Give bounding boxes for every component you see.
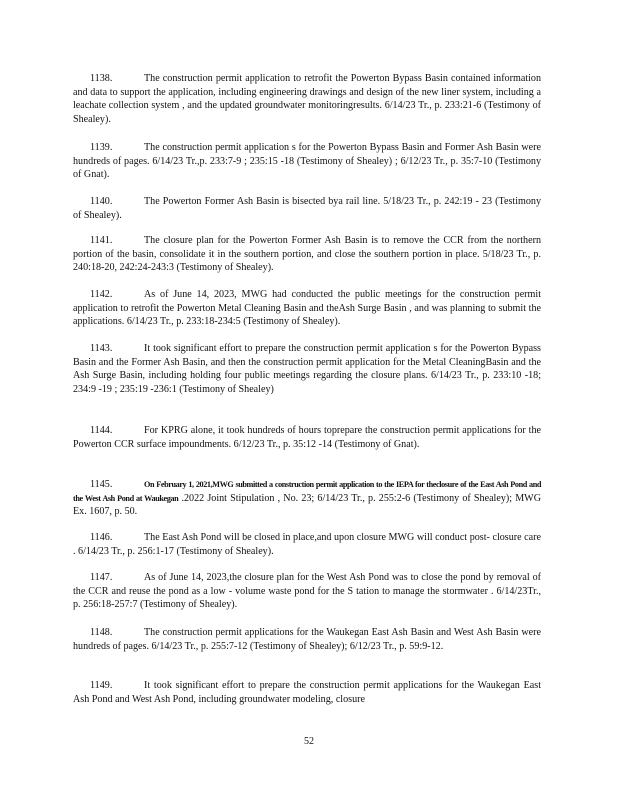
paragraph-text: It took significant effort to prepare the construction permit application s for the Powerton Bypass Basin and the Former Ash Basin, and then the construction permit application for the Metal CleaningBasin and the Ash Surge Basin, including holding four public meetings regarding the closure plans. 6/14/23 Tr., p. 233:10 -18; 234:9 -19 ; 235:19 -236:1 (Testimony of Shealey) <box>73 343 541 395</box>
paragraph-1139 <box>73 141 541 182</box>
paragraph-text: The construction permit application to retrofit the Powerton Bypass Basin contained information and data to support the application, including engineering drawings and design of the new liner system, including a leachate collection system , and the updated groundwater monitoringresults. 6/14/23 Tr., p. 233:21-6 (Testimony of Shealey). <box>73 73 541 125</box>
paragraph-number: 1146. <box>90 532 113 543</box>
paragraph-number: 1139. <box>90 142 113 153</box>
paragraph-1146 <box>73 531 541 558</box>
paragraph-number: 1145. <box>90 479 113 490</box>
paragraph-1148 <box>73 626 541 653</box>
paragraph-text: The construction permit applications for the Waukegan East Ash Basin and West Ash Basin were hundreds of pages. 6/14/23 Tr., p. 255:7-12 (Testimony of Shealey); 6/12/23 Tr., p. 59:9-12. <box>73 627 541 652</box>
paragraph-number: 1144. <box>90 425 113 436</box>
paragraph-text-compressed: On February 1, 2021,MWG submitted a construction permit application to the IEPA for theclosure of the East Ash Pond and the West Ash Pond at Waukegan <box>73 480 541 503</box>
paragraph-text: The construction permit application s for the Powerton Bypass Basin and Former Ash Basin were hundreds of pages. 6/14/23 Tr.,p. 233:7-9 ; 235:15 -18 (Testimony of Shealey) ; 6/12/23 Tr., p. 35:7-10 (Testimony of Gnat). <box>73 142 541 180</box>
paragraph-text: As of June 14, 2023, MWG had conducted the public meetings for the construction permit application to retrofit the Powerton Metal Cleaning Basin and theAsh Surge Basin , and was planning to submit the applications. 6/14/23 Tr., p. 233:18-234:5 (Testimony of Shealey). <box>73 289 541 327</box>
paragraph-number: 1143. <box>90 343 113 354</box>
paragraph-1149 <box>73 679 541 706</box>
paragraph-text: .2022 Joint Stipulation , No. 23; 6/14/23 Tr., p. 255:2-6 (Testimony of Shealey); MWG Ex. 1607, p. 50. <box>73 492 541 517</box>
paragraph-text: For KPRG alone, it took hundreds of hours toprepare the construction permit applications for the Powerton CCR surface impoundments. 6/12/23 Tr., p. 35:12 -14 (Testimony of Gnat). <box>73 425 541 450</box>
paragraph-text: As of June 14, 2023,the closure plan for the West Ash Pond was to close the pond by removal of the CCR and reuse the pond as a low - volume waste pond for the S tation to manage the stormwater . 6/14/23Tr., p. 256:18-257:7 (Testimony of Shealey). <box>73 572 541 610</box>
paragraph-1147 <box>73 571 541 612</box>
paragraph-number: 1149. <box>90 680 113 691</box>
paragraph-number: 1147. <box>90 572 113 583</box>
paragraph-1142 <box>73 288 541 329</box>
paragraph-text: The closure plan for the Powerton Former Ash Basin is to remove the CCR from the northern portion of the basin, consolidate it in the southern portion, and close the southern portion in place. 5/18/23 Tr., p. 240:18-20, 242:24-243:3 (Testimony of Shealey). <box>73 235 541 273</box>
paragraph-number: 1140. <box>90 196 113 207</box>
paragraph-number: 1142. <box>90 289 113 300</box>
paragraph-1144 <box>73 424 541 451</box>
page-number: 52 <box>304 736 314 747</box>
paragraph-number: 1141. <box>90 235 113 246</box>
paragraph-1143 <box>73 342 541 396</box>
paragraph-1138 <box>73 72 541 126</box>
paragraph-text: The Powerton Former Ash Basin is bisected bya rail line. 5/18/23 Tr., p. 242:19 - 23 (Testimony of Shealey). <box>73 196 541 221</box>
paragraph-text: The East Ash Pond will be closed in place,and upon closure MWG will conduct post- closure care . 6/14/23 Tr., p. 256:1-17 (Testimony of Shealey). <box>73 532 541 557</box>
paragraph-1141 <box>73 234 541 275</box>
paragraph-number: 1148. <box>90 627 113 638</box>
paragraph-1140 <box>73 195 541 222</box>
paragraph-1145 <box>73 478 541 519</box>
paragraph-text: It took significant effort to prepare the construction permit applications for the Waukegan East Ash Pond and West Ash Pond, including groundwater modeling, closure <box>73 680 541 705</box>
paragraph-number: 1138. <box>90 73 113 84</box>
